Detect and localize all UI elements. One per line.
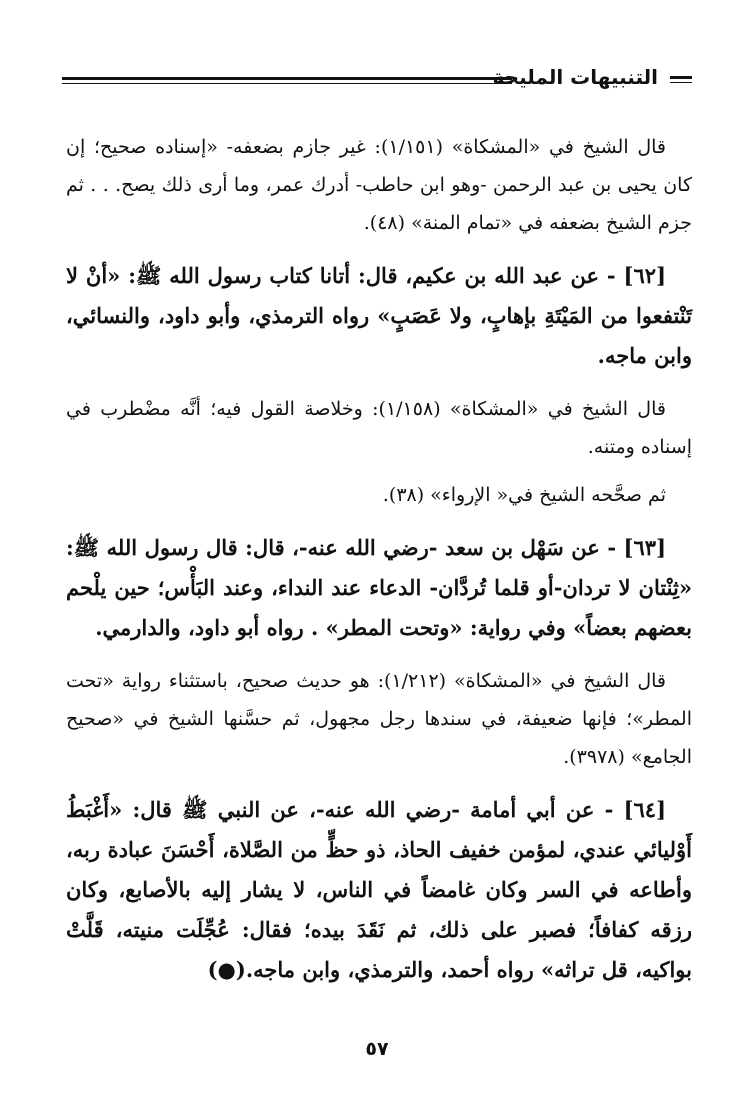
header-title: التنبيهات المليحة — [492, 65, 658, 89]
page-number: ٥٧ — [365, 1038, 389, 1060]
commentary-paragraph: قال الشيخ في «المشكاة» (١/٢١٢): هو حديث صحيح، باستثناء رواية «تحت المطر»؛ فإنها ضعيفة، في سندها رجل مجهول، ثم حسَّنها الشيخ في «صحيح الجامع» (٣٩٧٨). — [66, 670, 692, 768]
header-rule — [62, 77, 512, 80]
hadith-62-paragraph: [٦٢] - عن عبد الله بن عكيم، قال: أتانا كتاب رسول الله ﷺ: «أنْ لا تَنْتفعوا من المَيْتَةِ بإهابٍ، ولا عَصَبٍ» رواه الترمذي، وأبو داود، والنسائي، وابن ماجه. — [66, 263, 692, 368]
commentary-paragraph: قال الشيخ في «المشكاة» (١/١٥٨): وخلاصة القول فيه؛ أنَّه مضْطرب في إسناده ومتنه. — [66, 398, 692, 458]
header-dash — [670, 76, 692, 79]
commentary-paragraph: ثم صحَّحه الشيخ في« الإرواء» (٣٨). — [382, 484, 666, 506]
running-header — [62, 62, 692, 98]
commentary-paragraph: قال الشيخ في «المشكاة» (١/١٥١): غير جازم بضعفه- «إسناده صحيح؛ إن كان يحيى بن عبد الرحمن -وهو ابن حاطب- أدرك عمر، وما أرى ذلك يصح. . . ثم جزم الشيخ بضعفه في «تمام المنة» (٤٨). — [66, 136, 692, 234]
hadith-63-paragraph: [٦٣] - عن سَهْل بن سعد -رضي الله عنه-، قال: قال رسول الله ﷺ: «ثِنْتان لا تردان-أو قلما تُردَّان- الدعاء عند النداء، وعند البَأْس؛ حين يلْحم بعضهم بعضاً» وفي رواية: «وتحت المطر» . رواه أبو داود، والدارمي. — [66, 535, 692, 640]
hadith-64-paragraph: [٦٤] - عن أبي أمامة -رضي الله عنه-، عن النبي ﷺ قال: «أَغْبَطُ أَوْليائي عندي، لمؤمن خفيف الحاذ، ذو حظٍّ من الصَّلاة، أَحْسَنَ عبادة ربه، وأطاعه في السر وكان غامضاً في الناس، لا يشار إليه بالأصابع، وكان رزقه كفافاً؛ فصبر على ذلك، ثم نَقَدَ بيده؛ فقال: عُجِّلَت منيته، قَلَّتْ بواكيه، قل تراثه» رواه أحمد، والترمذي، وابن ماجه.(●) — [66, 797, 692, 982]
header-dash-thin — [670, 82, 692, 83]
header-rule-thin — [62, 83, 512, 84]
page-body — [66, 128, 692, 990]
